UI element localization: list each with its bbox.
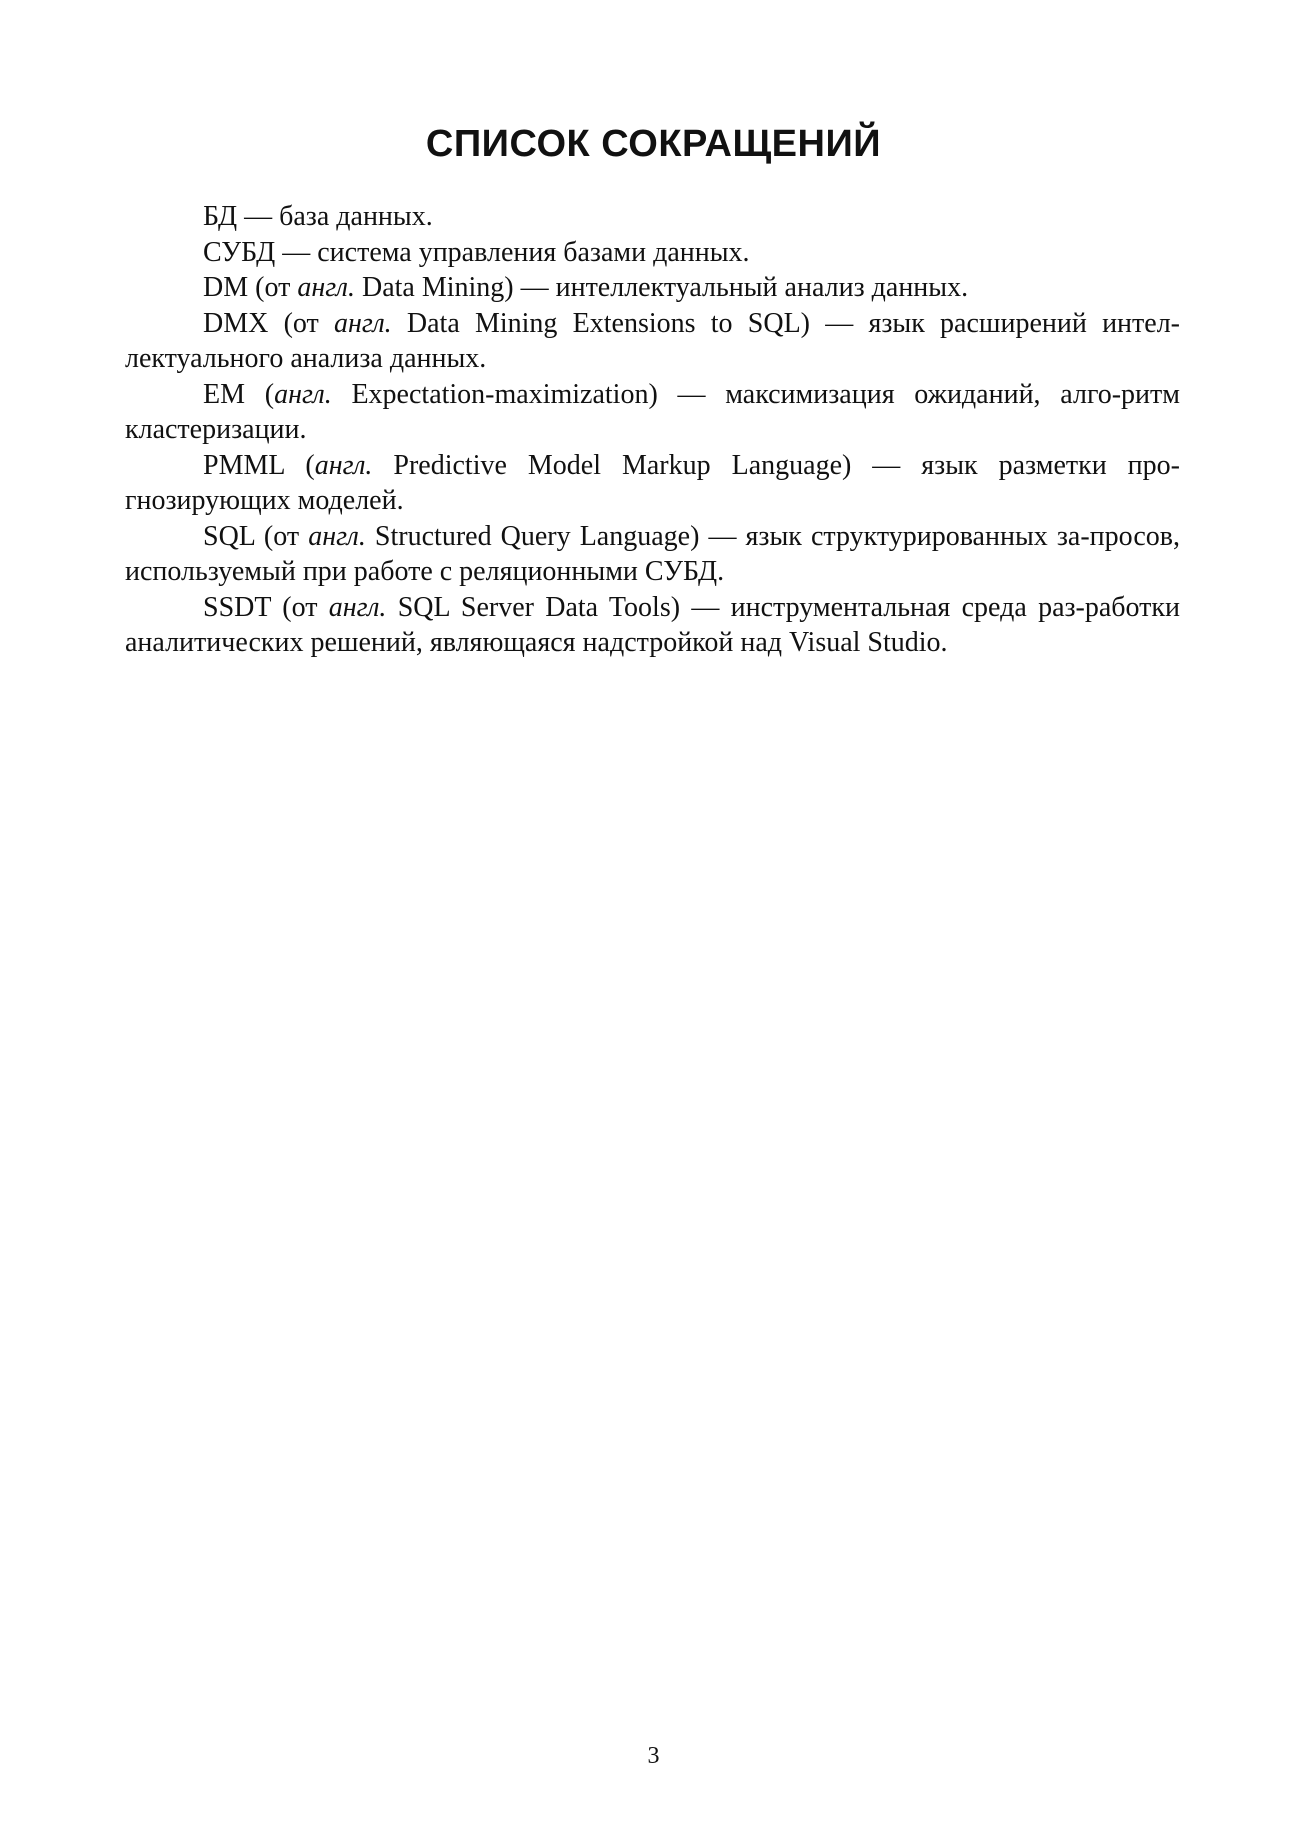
entry-lang-marker: англ.: [297, 272, 355, 303]
entry-text-rest: Predictive Model Markup Language) — язык разметки про-гнозирующих моделей.: [125, 449, 1180, 516]
entry-text-rest: Data Mining Extensions to SQL) — язык расширений интел-лектуального анализа данных.: [125, 307, 1180, 374]
entry-text: СУБД — система управления базами данных.: [203, 236, 750, 268]
page-number: 3: [647, 1743, 660, 1769]
entry-text-start: DMX (от: [203, 307, 334, 339]
entry-text-rest: Data Mining) — интеллектуальный анализ данных.: [354, 272, 969, 303]
entry-lang-marker: англ.: [334, 307, 392, 339]
abbreviation-entry-subd: [125, 235, 1180, 271]
abbreviation-list: [125, 199, 1180, 661]
entry-text-start: PMML (: [203, 449, 315, 481]
entry-lang-marker: англ.: [314, 449, 373, 481]
entry-text-start: SSDT (от: [203, 591, 329, 623]
abbreviation-entry-dm: [125, 270, 1180, 306]
entry-text-rest: Expectation-maximization) — максимизация ожиданий, алго-ритм кластеризации.: [125, 378, 1180, 445]
abbreviation-entry-ssdt: [125, 590, 1180, 661]
entry-text: БД — база данных.: [203, 201, 433, 232]
entry-text-start: DM (от: [203, 272, 298, 303]
abbreviation-entry-pmml: [125, 448, 1180, 519]
entry-text-start: EM (: [203, 378, 275, 410]
entry-lang-marker: англ.: [274, 378, 332, 410]
abbreviation-entry-sql: [125, 519, 1180, 590]
entry-text-start: SQL (от: [203, 520, 309, 552]
entry-text-rest: SQL Server Data Tools) — инструментальная среда раз-работки аналитических решений, являющаяся надстройкой над Visual Studio.: [125, 591, 1181, 658]
entry-lang-marker: англ.: [328, 591, 387, 623]
abbreviation-entry-em: [125, 377, 1180, 448]
entry-lang-marker: англ.: [308, 520, 366, 552]
abbreviation-entry-bd: [125, 199, 1180, 235]
page-title: СПИСОК СОКРАЩЕНИЙ: [425, 123, 882, 165]
entry-text-rest: Structured Query Language) — язык структурированных за-просов, используемый при работе с реляционными СУБД.: [125, 520, 1180, 587]
abbreviation-entry-dmx: [125, 306, 1180, 377]
